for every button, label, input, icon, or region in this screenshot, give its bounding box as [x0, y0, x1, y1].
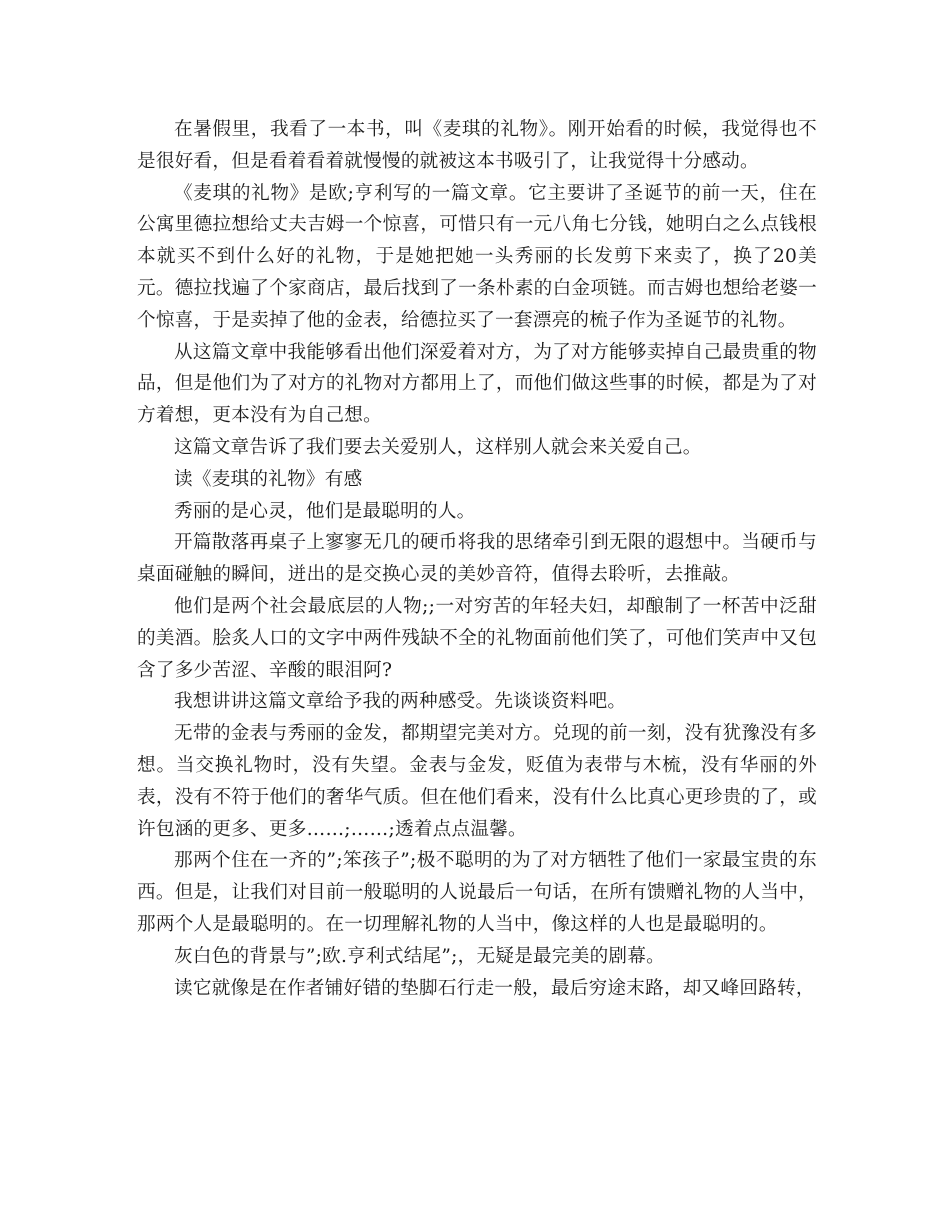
paragraph-3: 从这篇文章中我能够看出他们深爱着对方，为了对方能够卖掉自己最贵重的物品，但是他们为了对方的礼物对方都用上了，而他们做这些事的时候，都是为了对方着想，更本没有为自己想。: [137, 341, 817, 427]
section-title: 读《麦琪的礼物》有感: [174, 468, 363, 490]
paragraph-8: 我想讲讲这篇文章给予我的两种感受。先谈谈资料吧。: [174, 691, 627, 713]
paragraph-9: 无带的金表与秀丽的金发，都期望完美对方。兑现的前一刻，没有犹豫没有多想。当交换礼物时，没有失望。金表与金发，贬值为表带与木梳，没有华丽的外表，没有不符于他们的奢华气质。但在他们看来，没有什么比真心更珍贵的了，或许包涵的更多、更多……;……;透着点点温馨。: [137, 723, 817, 840]
paragraph-7: 他们是两个社会最底层的人物;;一对穷苦的年轻夫妇，却酿制了一杯苦中泛甜的美酒。脍炙人口的文字中两件残缺不全的礼物面前他们笑了，可他们笑声中又包含了多少苦涩、辛酸的眼泪阿?: [137, 595, 817, 681]
document-body: [137, 114, 817, 1004]
paragraph-1: 在暑假里，我看了一本书，叫《麦琪的礼物》。刚开始看的时候，我觉得也不是很好看，但是看着看着就慢慢的就被这本书吸引了，让我觉得十分感动。: [137, 119, 817, 172]
paragraph-6: 开篇散落再桌子上寥寥无几的硬币将我的思绪牵引到无限的遐想中。当硬币与桌面碰触的瞬间，迸出的是交换心灵的美妙音符，值得去聆听，去推敲。: [137, 532, 817, 586]
paragraph-12: 读它就像是在作者铺好错的垫脚石行走一般，最后穷途末路，却又峰回路转，: [174, 977, 815, 999]
paragraph-10: 那两个住在一齐的”;笨孩子”;极不聪明的为了对方牺牲了他们一家最宝贵的东西。但是，让我们对目前一般聪明的人说最后一句话，在所有馈赠礼物的人当中，那两个人是最聪明的。在一切理解礼物的人当中，像这样的人也是最聪明的。: [137, 850, 817, 935]
paragraph-2: 《麦琪的礼物》是欧;亨利写的一篇文章。它主要讲了圣诞节的前一天，住在公寓里德拉想给丈夫吉姆一个惊喜，可惜只有一元八角七分钱，她明白之么点钱根本就买不到什么好的礼物，于是她把她一头秀丽的长发剪下来卖了，换了20美元。德拉找遍了个家商店，最后找到了一条朴素的白金项链。而吉姆也想给老婆一个惊喜，于是卖掉了他的金表，给德拉买了一套漂亮的梳子作为圣诞节的礼物。: [137, 182, 817, 331]
paragraph-4: 这篇文章告诉了我们要去关爱别人，这样别人就会来关爱自己。: [174, 436, 702, 458]
paragraph-5: 秀丽的是心灵，他们是最聪明的人。: [174, 500, 476, 522]
paragraph-11: 灰白色的背景与”;欧.亨利式结尾”;，无疑是最完美的剧幕。: [174, 945, 665, 967]
